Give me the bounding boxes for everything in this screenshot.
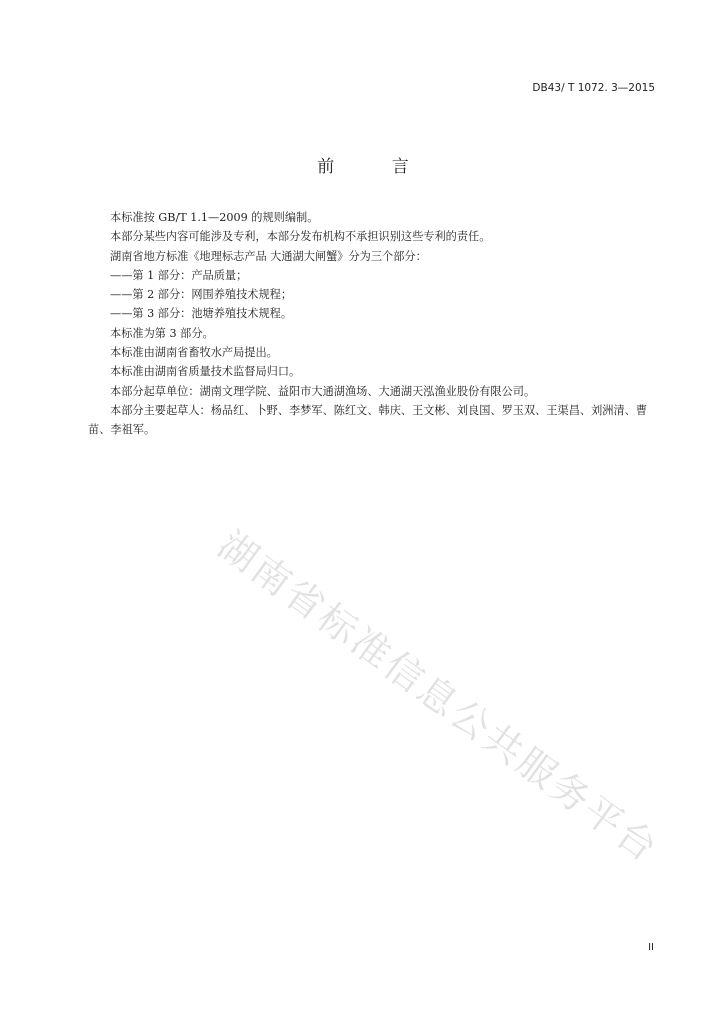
paragraph: 湖南省地方标准《地理标志产品 大通湖大闸蟹》分为三个部分： [110,249,427,263]
list-item: ——第 1 部分：产品质量； [110,268,248,282]
page-number: II [648,942,654,953]
paragraph: 本部分起草单位：湖南文理学院、益阳市大通湖渔场、大通湖天泓渔业股份有限公司。 [110,384,536,398]
paragraph: 本部分某些内容可能涉及专利，本部分发布机构不承担识别这些专利的责任。 [110,230,491,244]
foreword-body [88,208,658,440]
paragraph: 本标准由湖南省畜牧水产局提出。 [110,346,278,360]
paragraph: 本标准按 GB/T 1.1—2009 的规则编制。 [110,211,319,224]
page-title: 前 言 [317,157,435,177]
paragraph: 本部分主要起草人：杨品红、卜野、李梦军、陈红文、韩庆、王文彬、刘良国、罗玉双、王渠昌、刘洲清、曹苗、李祖军。 [88,403,648,437]
watermark: 湖南省标准信息公共服务平台 [210,522,668,872]
standard-code: DB43/ T 1072. 3—2015 [532,82,655,94]
paragraph: 本标准为第 3 部分。 [110,326,214,340]
paragraph: 本标准由湖南省质量技术监督局归口。 [110,365,301,379]
list-item: ——第 3 部分：池塘养殖技术规程。 [110,307,293,321]
list-item: ——第 2 部分：网围养殖技术规程； [110,288,293,302]
